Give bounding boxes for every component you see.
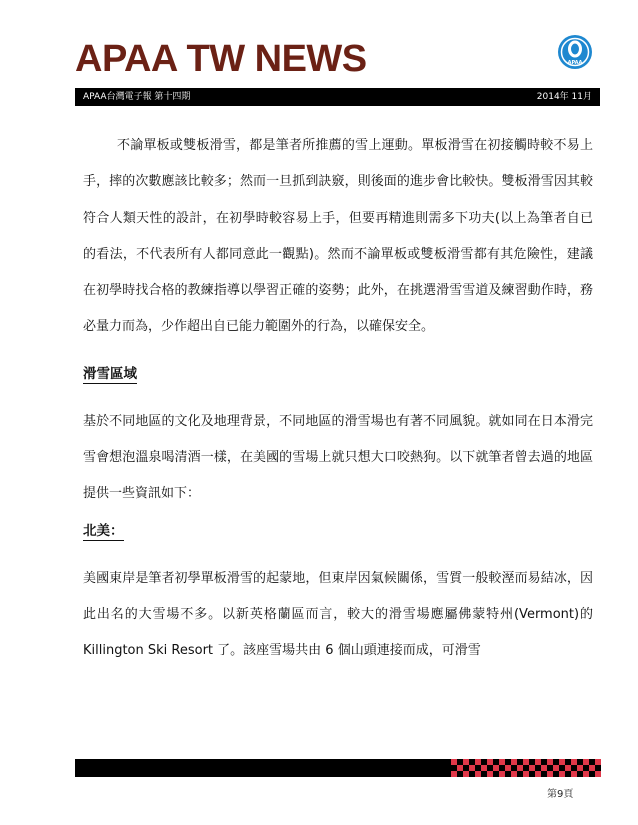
- checker-square: [487, 759, 493, 765]
- checker-square: [463, 771, 469, 777]
- checker-square: [571, 771, 577, 777]
- checker-pattern: [451, 759, 601, 777]
- issue-date: 2014年 11月: [536, 92, 592, 102]
- checker-square: [571, 759, 577, 765]
- checker-square: [511, 759, 517, 765]
- checker-square: [517, 765, 523, 771]
- checker-square: [547, 771, 553, 777]
- checker-square: [511, 771, 517, 777]
- checker-square: [583, 759, 589, 765]
- ski-areas-paragraph: 基於不同地區的文化及地理背景，不同地區的滑雪場也有著不同風貌。就如同在日本滑完雪會想泡溫泉喝清酒一樣，在美國的雪場上就只想大口咬熱狗。以下就筆者曾去過的地區提供一些資訊如下：: [83, 413, 593, 502]
- issue-bar: [75, 88, 600, 106]
- checker-square: [553, 765, 559, 771]
- checker-square: [577, 765, 583, 771]
- checker-square: [475, 771, 481, 777]
- checker-square: [499, 771, 505, 777]
- apaa-logo-icon: [557, 34, 593, 70]
- checker-square: [451, 771, 457, 777]
- masthead-title: APAA TW NEWS: [75, 38, 367, 80]
- checker-square: [541, 765, 547, 771]
- checker-square: [523, 771, 529, 777]
- checker-square: [493, 765, 499, 771]
- checker-square: [481, 765, 487, 771]
- checker-square: [457, 765, 463, 771]
- checker-square: [547, 759, 553, 765]
- north-america-paragraph: 美國東岸是筆者初學單板滑雪的起蒙地，但東岸因氣候關係，雪質一般較溼而易結冰，因此出名的大雪場不多。以新英格蘭區而言，較大的滑雪場應屬佛蒙特州(Vermont)的 Killington Ski Resort 了。該座雪場共由 6 個山頭連接而成，可滑雪: [83, 570, 593, 659]
- checker-square: [595, 759, 601, 765]
- checker-square: [583, 771, 589, 777]
- article-body: [83, 128, 593, 670]
- checker-square: [535, 771, 541, 777]
- ski-areas-heading-text: 滑雪區域: [83, 365, 137, 382]
- checker-square: [469, 765, 475, 771]
- checker-square: [523, 759, 529, 765]
- checker-square: [475, 759, 481, 765]
- section-heading-north-america: [83, 513, 593, 549]
- checker-square: [505, 765, 511, 771]
- checker-square: [565, 765, 571, 771]
- checker-square: [559, 771, 565, 777]
- footer-bar: [75, 759, 451, 777]
- checker-square: [463, 759, 469, 765]
- checker-square: [451, 759, 457, 765]
- section-heading-ski-areas: [83, 356, 593, 392]
- checker-square: [559, 759, 565, 765]
- checker-square: [595, 771, 601, 777]
- intro-paragraph: 不論單板或雙板滑雪，都是筆者所推薦的雪上運動。單板滑雪在初接觸時較不易上手，摔的次數應該比較多；然而一旦抓到訣竅，則後面的進步會比較快。雙板滑雪因其較符合人類天性的設計，在初學時較容易上手，但要再精進則需多下功夫(以上為筆者自已的看法，不代表所有人都同意此一觀點)。然而不論單板或雙板滑雪都有其危險性，建議在初學時找合格的教練指導以學習正確的姿勢；此外，在挑選滑雪雪道及練習動作時，務必量力而為，少作超出自已能力範圍外的行為，以確保安全。: [83, 138, 593, 335]
- issue-label: APAA台灣電子報 第十四期: [83, 92, 191, 102]
- north-america-heading-text: 北美：: [83, 522, 124, 539]
- checker-square: [529, 765, 535, 771]
- page-number: 第9頁: [547, 789, 574, 800]
- checker-square: [589, 765, 595, 771]
- checker-square: [499, 759, 505, 765]
- checker-square: [487, 771, 493, 777]
- logo-text: APAA: [567, 60, 583, 66]
- checker-square: [535, 759, 541, 765]
